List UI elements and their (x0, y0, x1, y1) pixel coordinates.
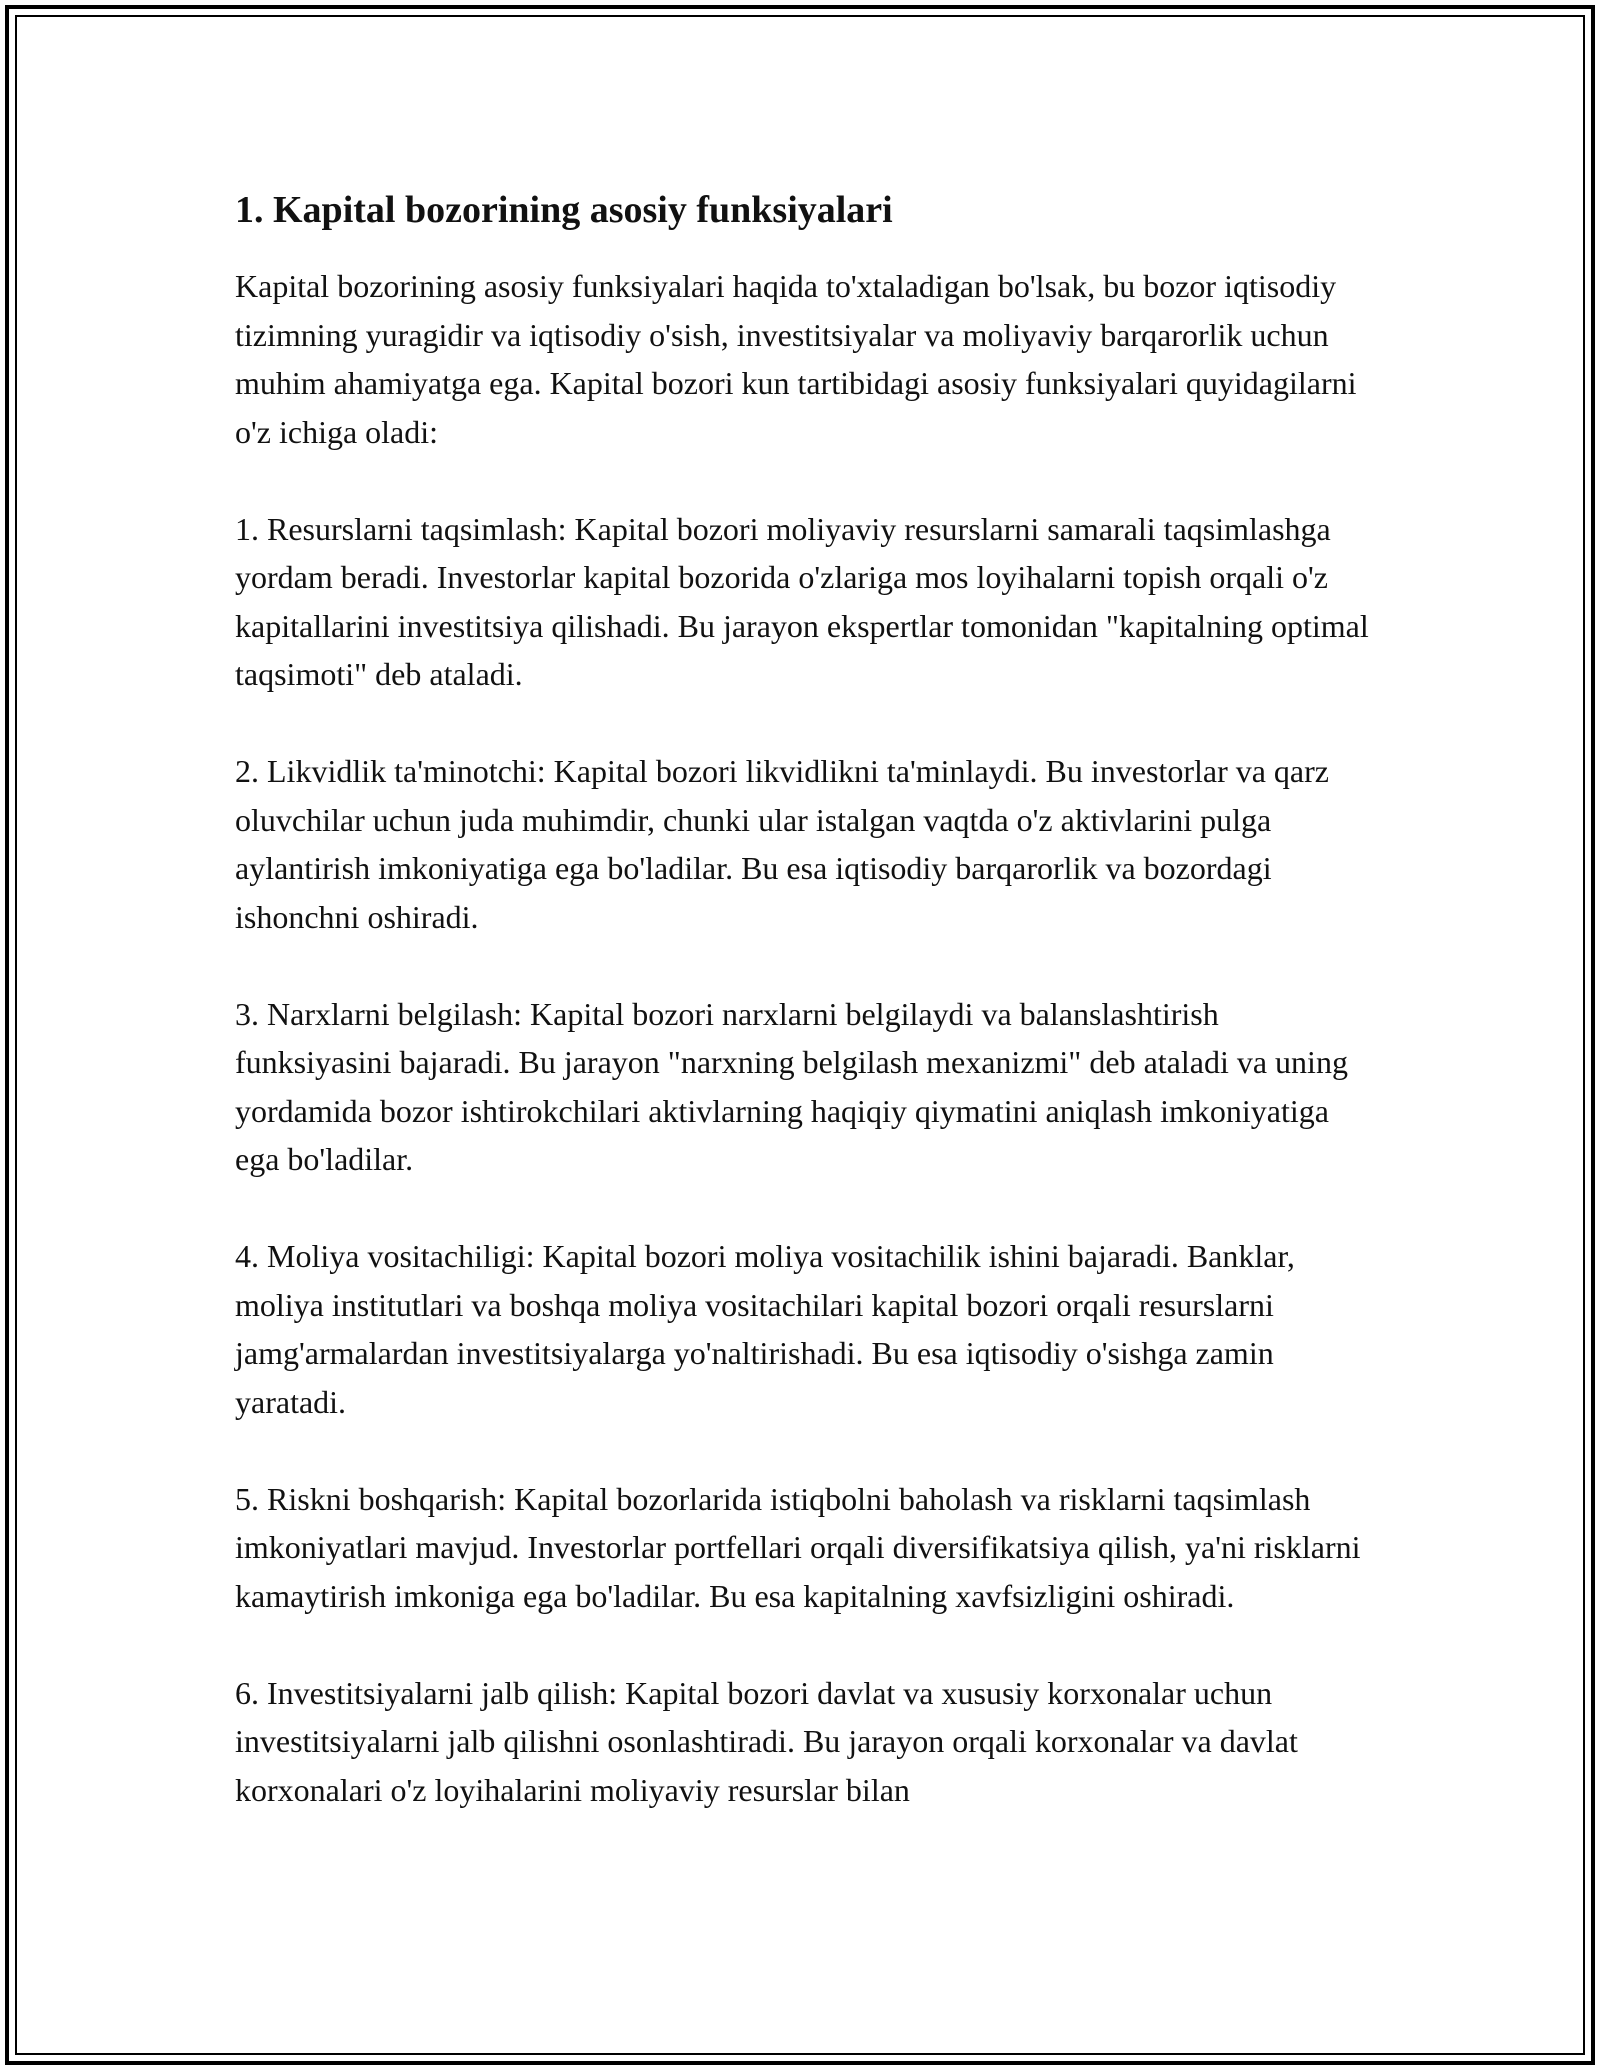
paragraph-resource-allocation: 1. Resurslarni taqsimlash: Kapital bozori moliyaviy resurslarni samarali taqsimlashga yordam beradi. Investorlar kapital bozorida o'zlariga mos loyihalarni topish orqali o'z kapitallarini investitsiya qilishadi. Bu jarayon ekspertlar tomonidan "kapitalning optimal taqsimoti" deb ataladi. (235, 510, 1369, 692)
paragraph-risk-management: 5. Riskni boshqarish: Kapital bozorlarida istiqbolni baholash va risklarni taqsimlash imkoniyatlari mavjud. Investorlar portfellari orqali diversifikatsiya qilish, ya'ni risklarni kamaytirish imkoniga ega bo'ladilar. Bu esa kapitalning xavfsizligini oshiradi. (235, 1480, 1361, 1614)
paragraph-financial-intermediation: 4. Moliya vositachiligi: Kapital bozori moliya vositachilik ishini bajaradi. Banklar, moliya institutlari va boshqa moliya vositachilari kapital bozori orqali resurslarni jamg'armalardan investitsiyalarga yo'naltirishadi. Bu esa iqtisodiy o'sishga zamin yaratadi. (235, 1238, 1295, 1420)
section-heading: 1. Kapital bozorining asosiy funksiyalari (235, 189, 893, 231)
intro-paragraph: Kapital bozorining asosiy funksiyalari haqida to'xtaladigan bo'lsak, bu bozor iqtisodiy tizimning yuragidir va iqtisodiy o'sish, investitsiyalar va moliyaviy barqarorlik uchun muhim ahamiyatga ega. Kapital bozori kun tartibidagi asosiy funksiyalari quyidagilarni o'z ichiga oladi: (235, 268, 1357, 450)
paragraph-liquidity: 2. Likvidlik ta'minotchi: Kapital bozori likvidlikni ta'minlaydi. Bu investorlar va qarz oluvchilar uchun juda muhimdir, chunki ular istalgan vaqtda o'z aktivlarini pulga aylantirish imkoniyatiga ega bo'ladilar. Bu esa iqtisodiy barqarorlik va bozordagi ishonchni oshiradi. (235, 753, 1329, 935)
paragraph-price-setting: 3. Narxlarni belgilash: Kapital bozori narxlarni belgilaydi va balanslashtirish funksiyasini bajaradi. Bu jarayon "narxning belgilash mexanizmi" deb ataladi va uning yordamida bozor ishtirokchilari aktivlarning haqiqiy qiymatini aniqlash imkoniyatiga ega bo'ladilar. (235, 995, 1348, 1177)
paragraph-investment-attraction: 6. Investitsiyalarni jalb qilish: Kapital bozori davlat va xususiy korxonalar uchun investitsiyalarni jalb qilishni osonlashtiradi. Bu jarayon orqali korxonalar va davlat korxonalari o'z loyihalarini moliyaviy resurslar bilan (235, 1674, 1298, 1808)
document-body (235, 186, 1370, 1863)
